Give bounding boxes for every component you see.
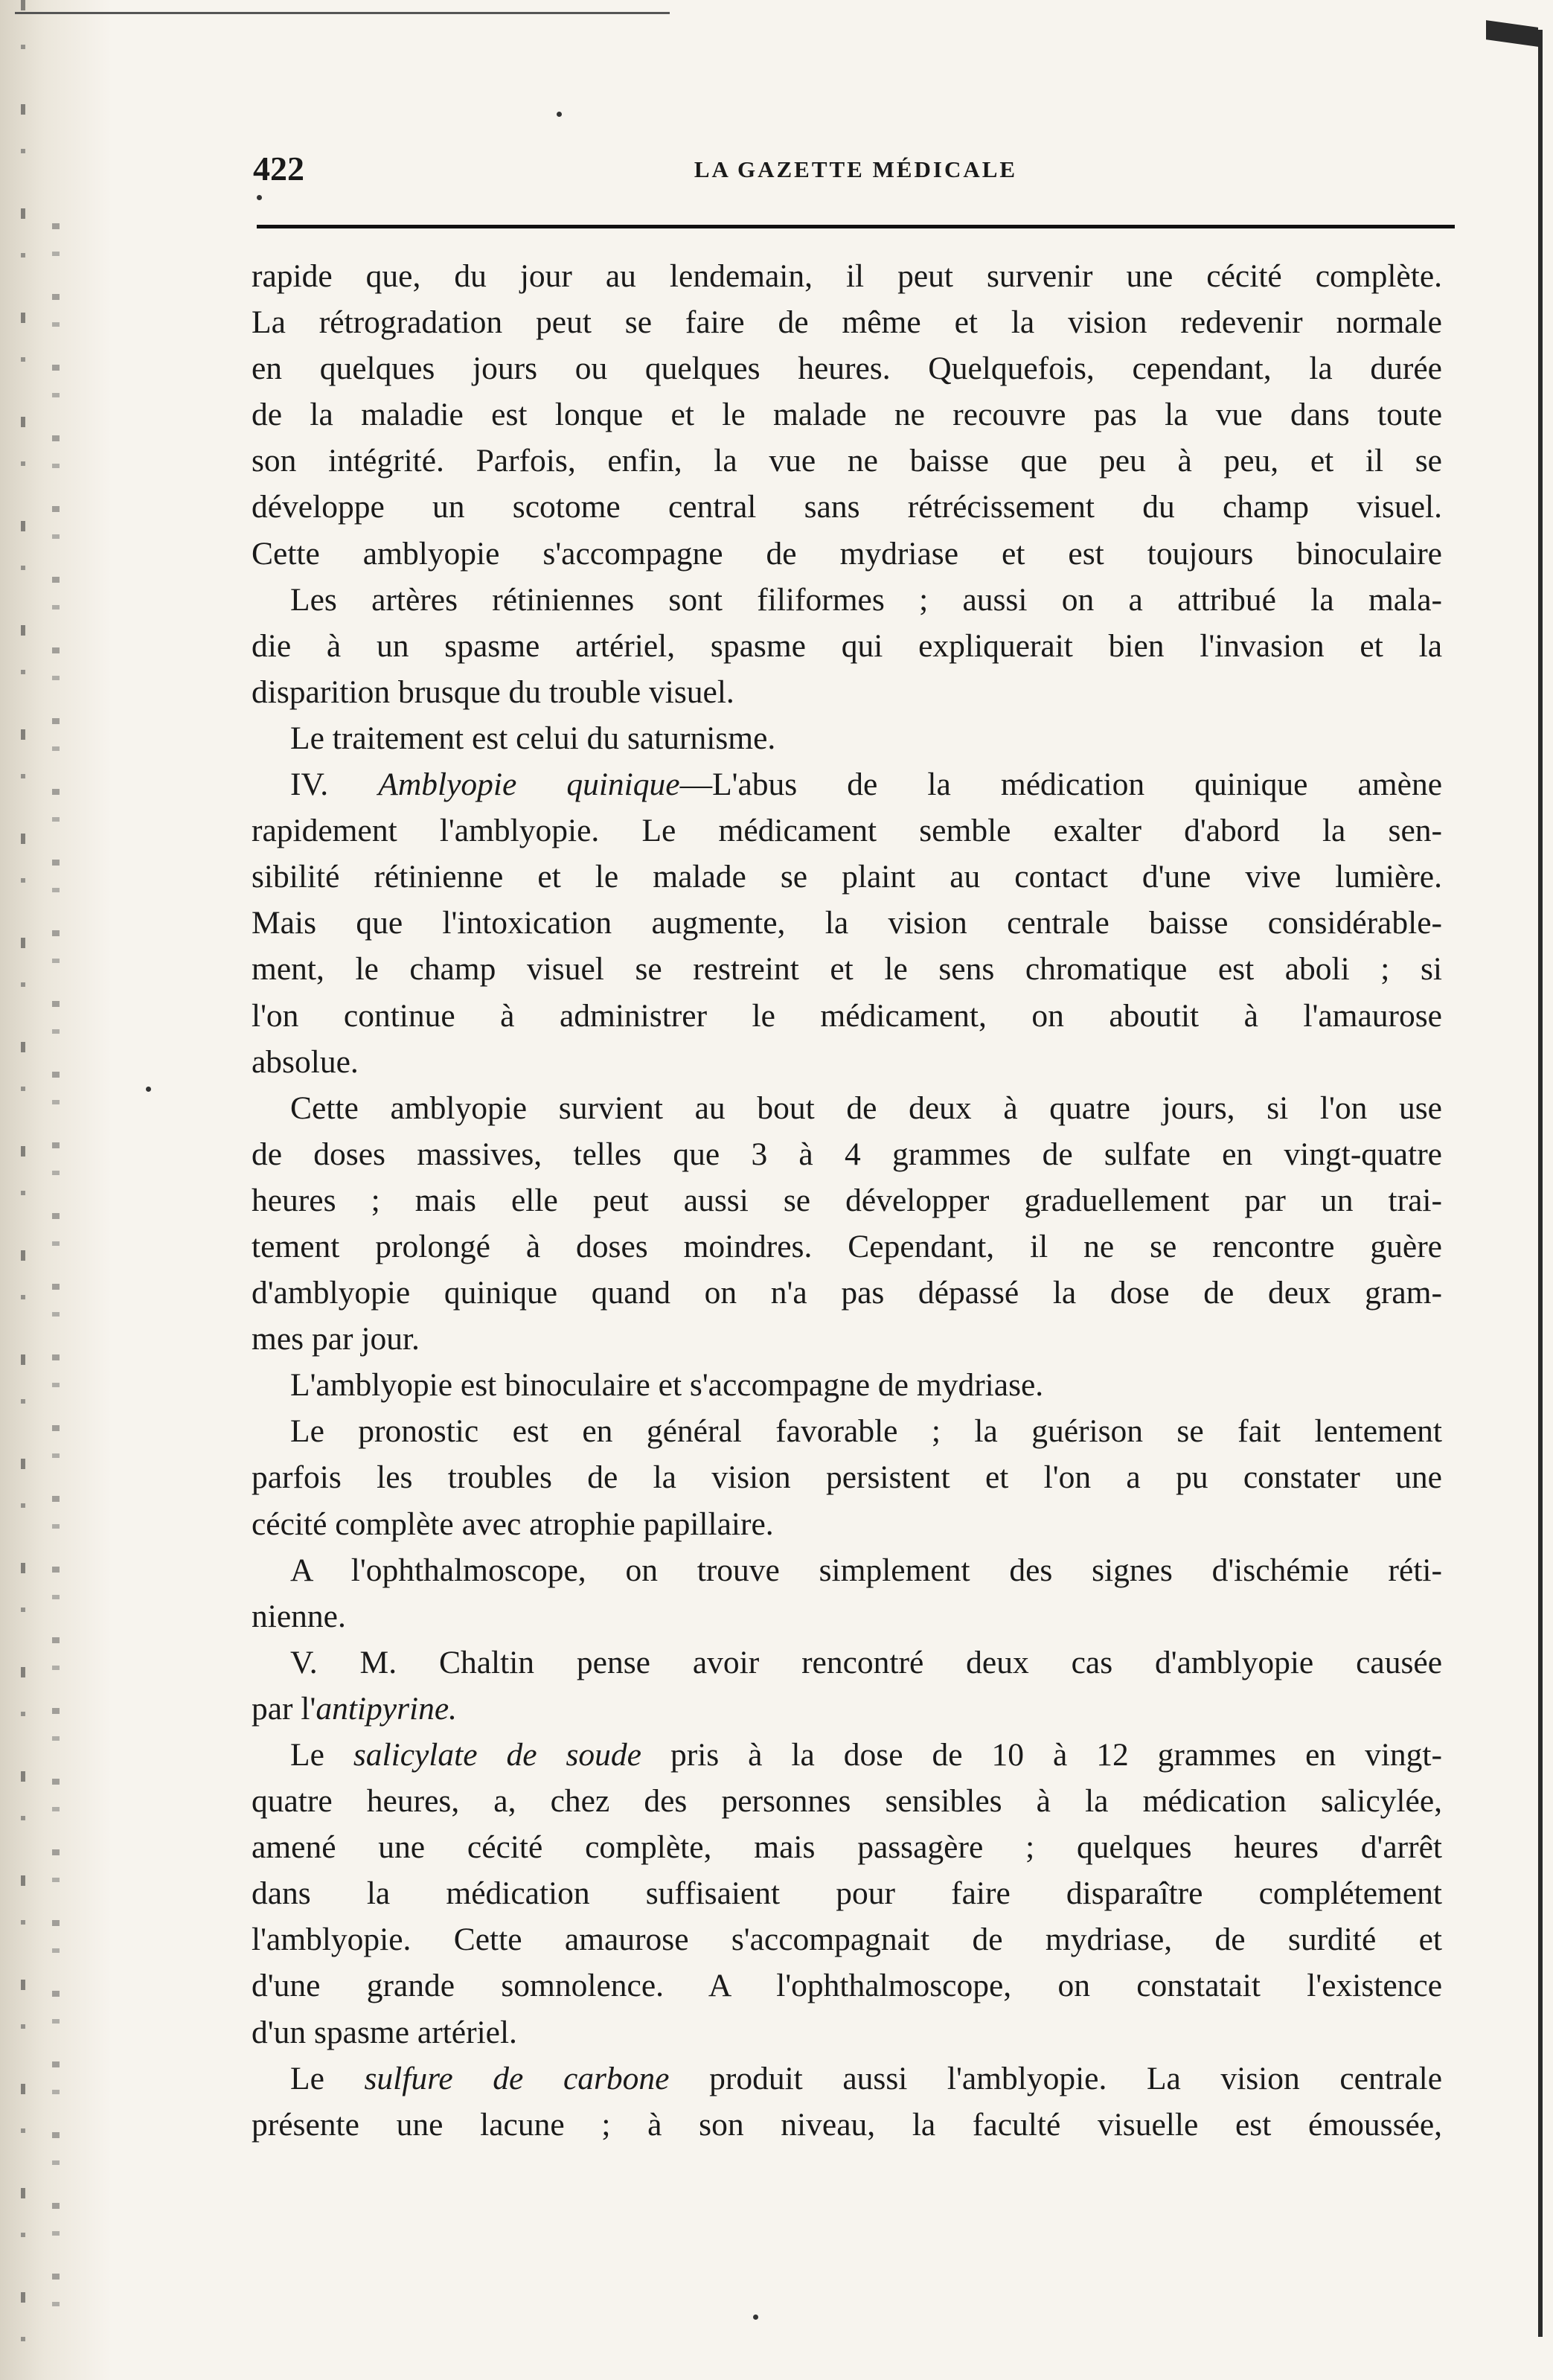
binding-edge [0,0,112,2380]
emphasis-sulfure: sulfure de carbone [364,2060,670,2096]
text-line [252,1686,1442,1732]
text-run: produit aussi l'amblyopie. La vision centrale [669,2060,1442,2096]
scan-top-edge [15,12,670,14]
text-line: de la maladie est lonque et le malade ne recouvre pas la vue dans toute [252,397,1442,433]
text-run: par l' [252,1690,316,1727]
scan-corner-mark [1486,20,1538,47]
text-line: mes par jour. [252,1321,420,1357]
text-line: son intégrité. Parfois, enfin, la vue ne baisse que peu à peu, et il se [252,443,1442,479]
text-line: parfois les troubles de la vision persistent et l'on a pu constater une [252,1459,1442,1496]
scan-right-edge [1538,30,1543,2337]
scan-speck [257,195,262,200]
text-line: de doses massives, telles que 3 à 4 grammes de sulfate en vingt-quatre [252,1136,1442,1172]
text-line: Le traitement est celui du saturnisme. [290,720,776,756]
scan-speck [146,1087,151,1092]
page-number: 422 [253,150,304,188]
text-line: d'amblyopie quinique quand on n'a pas dépassé la dose de deux gram- [252,1275,1442,1311]
text-line: die à un spasme artériel, spasme qui expliquerait bien l'invasion et la [252,627,1442,664]
text-line: Les artères rétiniennes sont filiformes ; aussi on a attribué la mala- [290,581,1442,618]
text-line: La rétrogradation peut se faire de même et la vision redevenir normale [252,304,1442,341]
text-run: Le [290,2060,365,2096]
page-header [253,149,1458,201]
scan-speck [557,112,562,117]
text-line: A l'ophthalmoscope, on trouve simplement des signes d'ischémie réti- [290,1552,1442,1588]
body-text [252,253,1442,2148]
text-line: d'une grande somnolence. A l'ophthalmoscope, on constatait l'existence [252,1968,1442,2004]
emphasis-salicylate: salicylate de soude [353,1737,641,1773]
text-line: disparition brusque du trouble visuel. [252,674,734,710]
text-line: Cette amblyopie survient au bout de deux à quatre jours, si l'on use [290,1090,1442,1126]
text-line: l'on continue à administrer le médicament, on aboutit à l'amaurose [252,997,1442,1034]
text-line: rapide que, du jour au lendemain, il peut survenir une cécité complète. [252,258,1442,294]
text-run: Le [290,1737,353,1773]
section-heading-line [252,761,1442,807]
text-line: Le pronostic est en général favorable ; la guérison se fait lentement [290,1413,1442,1450]
text-line: absolue. [252,1043,359,1080]
running-title: LA GAZETTE MÉDICALE [694,156,1018,182]
header-rule [257,225,1455,228]
text-line: Cette amblyopie s'accompagne de mydriase et est toujours binoculaire [252,535,1442,572]
text-line [252,1732,1442,1778]
text-run: pris à la dose de 10 à 12 grammes en vingt- [641,1737,1442,1773]
text-line: présente une lacune ; à son niveau, la faculté visuelle est émoussée, [252,2106,1442,2143]
text-line: nienne. [252,1598,346,1634]
text-line: V. M. Chaltin pense avoir rencontré deux cas d'amblyopie causée [290,1644,1442,1680]
text-line: dans la médication suffisaient pour faire disparaître complétement [252,1875,1442,1912]
text-line: en quelques jours ou quelques heures. Quelquefois, cependant, la durée [252,351,1442,387]
scan-speck [753,2315,758,2320]
text-line: rapidement l'amblyopie. Le médicament semble exalter d'abord la sen- [252,813,1442,849]
emphasis-antipyrine: antipyrine. [316,1690,458,1727]
text-line: heures ; mais elle peut aussi se développer graduellement par un trai- [252,1182,1442,1218]
text-run: —L'abus de la médication quinique amène [679,767,1442,803]
section-number: IV. [290,767,329,803]
text-line: sibilité rétinienne et le malade se plaint au contact d'une vive lumière. [252,859,1442,895]
text-line [252,2056,1442,2102]
section-title: Amblyopie quinique [378,767,680,803]
text-line: amené une cécité complète, mais passagère ; quelques heures d'arrêt [252,1829,1442,1866]
text-line: d'un spasme artériel. [252,2014,517,2050]
text-line: Mais que l'intoxication augmente, la vision centrale baisse considérable- [252,905,1442,941]
text-line: développe un scotome central sans rétrécissement du champ visuel. [252,489,1442,525]
text-line: tement prolongé à doses moindres. Cependant, il ne se rencontre guère [252,1228,1442,1264]
text-line: cécité complète avec atrophie papillaire. [252,1506,774,1542]
text-line: L'amblyopie est binoculaire et s'accompagne de mydriase. [290,1367,1044,1404]
text-line: quatre heures, a, chez des personnes sensibles à la médication salicylée, [252,1783,1442,1820]
text-line: ment, le champ visuel se restreint et le sens chromatique est aboli ; si [252,951,1442,988]
text-line: l'amblyopie. Cette amaurose s'accompagnait de mydriase, de surdité et [252,1922,1442,1958]
